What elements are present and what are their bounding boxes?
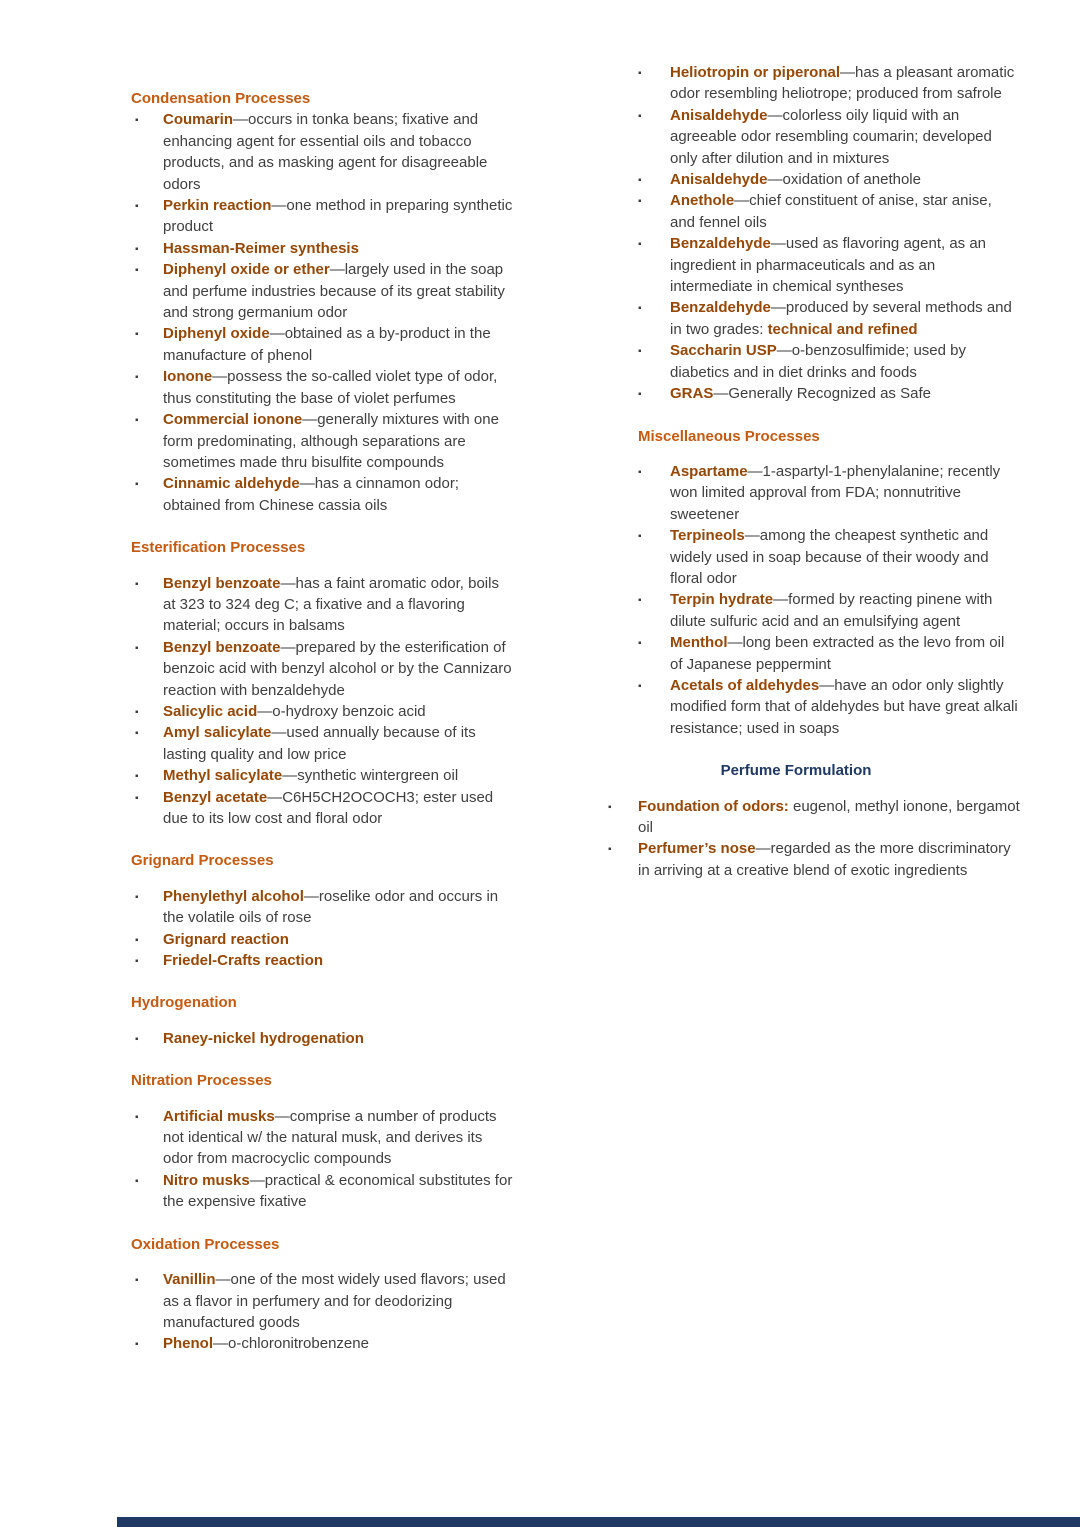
bullet-icon: ▪ <box>638 303 642 315</box>
item-text: Perkin reaction—one method in preparing synthetic product <box>163 197 513 236</box>
bullet-icon: ▪ <box>135 372 139 384</box>
list-item <box>131 473 515 516</box>
item-text: Heliotropin or piperonal—has a pleasant aromatic odor resembling heliotrope; produced from safrole <box>670 64 1015 103</box>
item-term: Perfumer’s nose <box>638 840 756 858</box>
bullet-icon: ▪ <box>135 415 139 427</box>
item-text: Phenylethyl alcohol—roselike odor and occurs in the volatile oils of rose <box>163 887 499 927</box>
item-text: Benzaldehyde—used as flavoring agent, as an ingredient in pharmaceuticals and as an intermediate in chemical syntheses <box>670 235 987 296</box>
bullet-icon: ▪ <box>638 196 642 208</box>
item-term: Friedel-Crafts reaction <box>163 952 324 970</box>
list-item <box>131 765 515 786</box>
item-text: Anisaldehyde—oxidation of anethole <box>670 171 921 189</box>
item-text: Menthol—long been extracted as the levo from oil of Japanese peppermint <box>670 634 1005 673</box>
item-term: Grignard reaction <box>163 930 289 948</box>
item-text: Salicylic acid—o-hydroxy benzoic acid <box>163 702 426 720</box>
item-text <box>163 240 359 257</box>
list-item <box>131 323 515 366</box>
item-term-suffix: technical and refined <box>767 320 918 338</box>
bullet-icon: ▪ <box>638 638 642 650</box>
bullet-icon: ▪ <box>135 1175 139 1187</box>
item-text: Anethole—chief constituent of anise, star anise, and fennel oils <box>670 192 992 231</box>
list-item <box>131 950 515 971</box>
list-item <box>131 886 515 929</box>
item-text: Methyl salicylate—synthetic wintergreen oil <box>163 767 459 785</box>
section-heading: Esterification Processes <box>131 539 306 557</box>
item-term: Diphenyl oxide or ether <box>163 261 330 279</box>
item-text: Artificial musks—comprise a number of products not identical w/ the natural musk, and derives its odor from macrocyclic compounds <box>163 1107 497 1168</box>
item-text: Foundation of odors: eugenol, methyl ionone, bergamot oil <box>638 797 1020 836</box>
footer-bar <box>117 1517 1080 1527</box>
bullet-icon: ▪ <box>135 578 139 590</box>
list-item <box>131 787 515 830</box>
item-text: Ionone—possess the so-called violet type of odor, thus constituting the base of violet perfumes <box>163 368 498 407</box>
bullet-icon: ▪ <box>135 115 139 127</box>
list-item <box>131 929 515 950</box>
bullet-icon: ▪ <box>135 728 139 740</box>
item-term: GRAS <box>670 385 714 403</box>
section-heading: Nitration Processes <box>131 1072 272 1090</box>
formulation-heading: Perfume Formulation <box>720 762 872 780</box>
item-term: Nitro musks <box>163 1171 250 1189</box>
item-term: Phenylethyl alcohol <box>163 887 304 905</box>
item-text: Saccharin USP—o-benzosulfimide; used by diabetics and in diet drinks and foods <box>670 342 966 381</box>
bullet-icon: ▪ <box>135 956 139 968</box>
item-term: Methyl salicylate <box>163 767 283 785</box>
item-term: Amyl salicylate <box>163 724 272 742</box>
item-term: Anisaldehyde <box>670 171 768 189</box>
item-term: Cinnamic aldehyde <box>163 475 300 493</box>
bullet-icon: ▪ <box>135 706 139 718</box>
item-term: Benzyl benzoate <box>163 638 281 656</box>
item-text: Terpin hydrate—formed by reacting pinene with dilute sulfuric acid and an emulsifying agent <box>670 591 993 630</box>
item-term: Terpineols <box>670 527 745 545</box>
bullet-list <box>131 1269 515 1355</box>
item-term: Acetals of aldehydes <box>670 676 820 694</box>
section-heading: Hydrogenation <box>131 994 237 1012</box>
item-term: Artificial musks <box>163 1107 275 1125</box>
list-item <box>608 838 1020 881</box>
list-item <box>131 1106 515 1170</box>
item-text: Anisaldehyde—colorless oily liquid with an agreeable odor resembling coumarin; developed only after dilution and in mixtures <box>670 106 992 167</box>
item-term: Heliotropin or piperonal <box>670 64 841 81</box>
item-text: GRAS—Generally Recognized as Safe <box>670 385 931 403</box>
list-item <box>131 1269 515 1333</box>
list-item <box>608 105 1020 169</box>
bullet-icon: ▪ <box>135 265 139 277</box>
bullet-icon: ▪ <box>638 239 642 251</box>
item-term: Menthol <box>670 634 728 652</box>
list-item <box>131 409 515 473</box>
item-text <box>163 952 323 969</box>
bullet-icon: ▪ <box>135 771 139 783</box>
bullet-icon: ▪ <box>638 110 642 122</box>
bullet-icon: ▪ <box>135 1033 139 1045</box>
item-term: Coumarin <box>163 111 234 129</box>
item-term: Salicylic acid <box>163 702 258 720</box>
list-item <box>608 675 1020 739</box>
list-item <box>131 637 515 701</box>
item-term: Benzyl acetate <box>163 788 268 806</box>
item-term: Terpin hydrate <box>670 591 774 609</box>
list-item <box>608 62 1020 105</box>
list-item <box>608 233 1020 297</box>
list-item <box>131 722 515 765</box>
right-column <box>608 62 1020 881</box>
bullet-icon: ▪ <box>135 642 139 654</box>
item-term: Benzyl benzoate <box>163 574 281 592</box>
bullet-icon: ▪ <box>638 68 642 79</box>
item-text: Phenol—o-chloronitrobenzene <box>163 1335 369 1353</box>
bullet-list <box>131 109 515 516</box>
item-term: Diphenyl oxide <box>163 325 270 343</box>
list-item <box>608 340 1020 383</box>
list-item <box>608 297 1020 340</box>
item-term: Commercial ionone <box>163 411 303 429</box>
bullet-icon: ▪ <box>638 346 642 358</box>
bullet-icon: ▪ <box>608 844 612 856</box>
bullet-icon: ▪ <box>135 1275 139 1287</box>
list-item <box>131 195 515 238</box>
item-term: Foundation of odors: <box>638 797 789 815</box>
item-text: Commercial ionone—generally mixtures with one form predominating, although separations are sometimes made thru bisulfite compounds <box>163 411 499 471</box>
bullet-list <box>608 62 1020 405</box>
list-item <box>608 632 1020 675</box>
list-item <box>608 589 1020 632</box>
section-heading: Grignard Processes <box>131 852 274 870</box>
bullet-icon: ▪ <box>638 175 642 187</box>
bullet-icon: ▪ <box>135 1339 139 1351</box>
list-item <box>131 109 515 195</box>
item-term: Anethole <box>670 192 735 210</box>
item-text: Diphenyl oxide—obtained as a by-product in the manufacture of phenol <box>163 325 491 364</box>
item-term: Raney-nickel hydrogenation <box>163 1029 364 1047</box>
item-term: Saccharin USP <box>670 342 777 360</box>
list-item <box>131 259 515 323</box>
bullet-list <box>131 1106 515 1213</box>
bullet-list <box>131 573 515 830</box>
bullet-icon: ▪ <box>135 792 139 804</box>
item-text: Vanillin—one of the most widely used flavors; used as a flavor in perfumery and for deodorizing manufactured goods <box>163 1271 506 1331</box>
bullet-icon: ▪ <box>135 934 139 946</box>
item-term: Aspartame <box>670 462 748 480</box>
list-item <box>131 238 515 259</box>
list-item <box>131 701 515 722</box>
item-term: Perkin reaction <box>163 197 272 215</box>
bullet-icon: ▪ <box>135 243 139 255</box>
item-text: Cinnamic aldehyde—has a cinnamon odor; obtained from Chinese cassia oils <box>163 475 459 514</box>
list-item <box>131 1028 515 1049</box>
bullet-icon: ▪ <box>135 891 139 903</box>
section-heading: Condensation Processes <box>131 90 311 107</box>
bullet-icon: ▪ <box>608 801 612 813</box>
item-text: Acetals of aldehydes—have an odor only slightly modified form that of aldehydes but have great alkali resistance; used in soaps <box>670 676 1018 737</box>
item-text: Benzyl acetate—C6H5CH2OCOCH3; ester used due to its low cost and floral odor <box>163 788 494 827</box>
item-text: Benzyl benzoate—has a faint aromatic odor, boils at 323 to 324 deg C; a fixative and a flavoring material; occurs in balsams <box>163 574 499 635</box>
item-text: Diphenyl oxide or ether—largely used in the soap and perfume industries because of its great stability and strong germanium odor <box>163 261 505 322</box>
list-item <box>131 573 515 637</box>
bullet-icon: ▪ <box>638 466 642 478</box>
item-text: Benzyl benzoate—prepared by the esterification of benzoic acid with benzyl alcohol or by the Cannizaro reaction with benzaldehyde <box>163 638 512 699</box>
list-item <box>608 169 1020 190</box>
item-text: Nitro musks—practical & economical substitutes for the expensive fixative <box>163 1171 513 1211</box>
bullet-icon: ▪ <box>638 680 642 692</box>
bullet-list <box>131 886 515 972</box>
item-term: Phenol <box>163 1335 214 1353</box>
item-text: Amyl salicylate—used annually because of its lasting quality and low price <box>163 724 476 763</box>
list-item <box>608 383 1020 404</box>
item-text: Terpineols—among the cheapest synthetic and widely used in soap because of their woody and floral odor <box>670 527 989 587</box>
bullet-list <box>608 796 1020 882</box>
item-text <box>163 931 289 948</box>
item-term: Hassman-Reimer synthesis <box>163 239 359 257</box>
bullet-icon: ▪ <box>135 201 139 213</box>
item-text <box>163 1030 364 1047</box>
bullet-list <box>608 461 1020 739</box>
item-text: Benzaldehyde—produced by several methods and in two grades: technical and refined <box>670 299 1012 338</box>
bullet-icon: ▪ <box>638 531 642 543</box>
list-item <box>608 190 1020 233</box>
left-column <box>131 88 515 1355</box>
list-item <box>131 366 515 409</box>
item-text: Coumarin—occurs in tonka beans; fixative and enhancing agent for essential oils and tobacco products, and as masking agent for disagreeable odors <box>163 111 488 193</box>
list-item <box>608 796 1020 839</box>
list-item <box>131 1333 515 1354</box>
list-item <box>131 1170 515 1213</box>
item-term: Anisaldehyde <box>670 106 768 124</box>
item-text: Perfumer’s nose—regarded as the more discriminatory in arriving at a creative blend of exotic ingredients <box>638 840 1011 879</box>
bullet-icon: ▪ <box>638 595 642 607</box>
bullet-icon: ▪ <box>135 479 139 491</box>
item-term: Benzaldehyde <box>670 235 771 253</box>
item-term: Benzaldehyde <box>670 299 771 317</box>
item-term: Ionone <box>163 368 213 386</box>
list-item <box>608 525 1020 589</box>
item-term: Vanillin <box>163 1271 216 1289</box>
bullet-icon: ▪ <box>135 1111 139 1123</box>
bullet-icon: ▪ <box>135 329 139 341</box>
list-item <box>608 461 1020 525</box>
bullet-icon: ▪ <box>638 389 642 401</box>
item-text: Aspartame—1-aspartyl-1-phenylalanine; recently won limited approval from FDA; nonnutritive sweetener <box>670 462 1001 523</box>
section-heading: Miscellaneous Processes <box>638 427 820 445</box>
section-heading: Oxidation Processes <box>131 1235 280 1253</box>
bullet-list <box>131 1028 515 1049</box>
